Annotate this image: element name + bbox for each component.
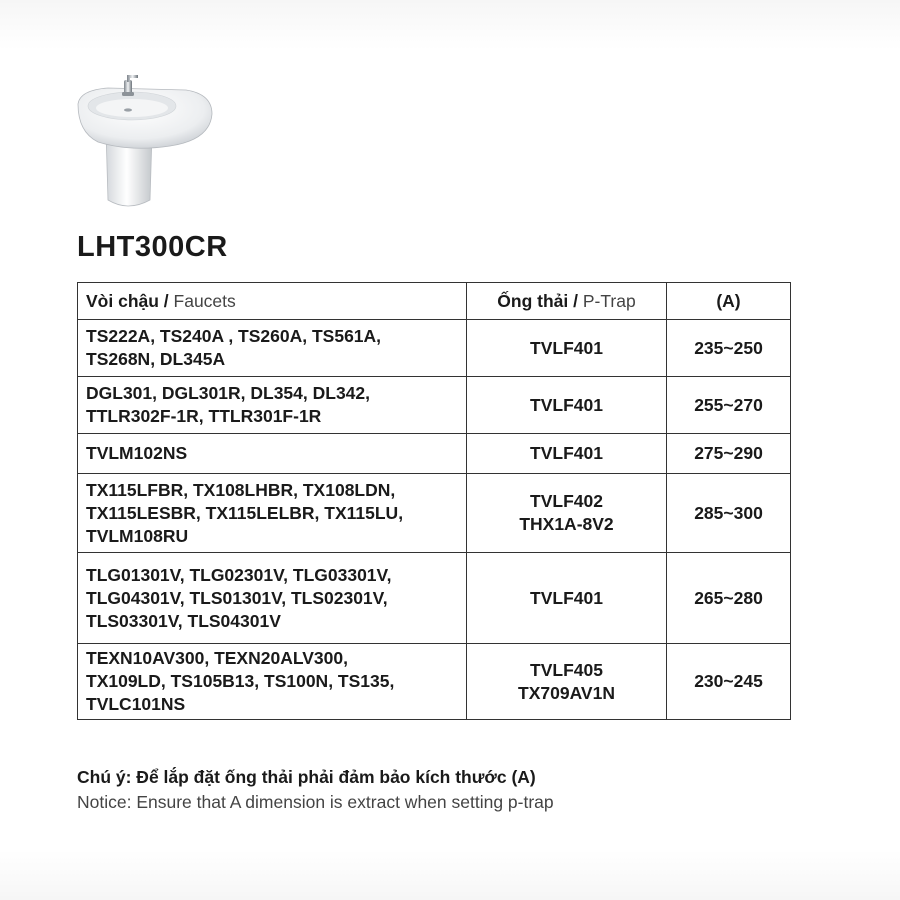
table-header-row (78, 283, 791, 320)
faucets-cell (78, 377, 467, 434)
dimension-cell: 255~270 (667, 377, 791, 434)
header-ptrap-en: P-Trap (582, 290, 636, 311)
product-code: LHT300CR (77, 231, 228, 263)
faucet-line: TLG01301V, TLG02301V, TLG03301V, (86, 564, 392, 585)
faucet-line: TVLC101NS (86, 694, 186, 714)
ptrap-cell (467, 644, 667, 720)
faucet-line: TTLR302F-1R, TTLR301F-1R (86, 406, 322, 426)
header-faucets (78, 283, 467, 320)
faucets-cell (78, 474, 467, 553)
compatibility-table (77, 282, 791, 720)
faucet-line: TVLM102NS (86, 443, 188, 463)
faucet-line: TX109LD, TS105B13, TS100N, TS135, (86, 671, 395, 691)
header-faucets-en: Faucets (173, 290, 236, 311)
ptrap-line: TVLF401 (530, 337, 603, 358)
faucet-line: TLS03301V, TLS04301V (86, 610, 281, 631)
top-band (0, 0, 900, 50)
faucet-line: TEXN10AV300, TEXN20ALV300, (86, 648, 348, 668)
faucet-line: TX115LFBR, TX108LHBR, TX108LDN, (86, 479, 396, 500)
faucets-cell (78, 434, 467, 474)
ptrap-cell (467, 320, 667, 377)
table-row (78, 320, 791, 377)
ptrap-line: TX709AV1N (518, 682, 615, 703)
notice-english: Notice: Ensure that A dimension is extract when setting p-trap (77, 792, 554, 812)
header-ptrap (467, 283, 667, 320)
dimension-cell: 265~280 (667, 553, 791, 644)
faucet-line: DGL301, DGL301R, DL354, DL342, (86, 383, 370, 403)
ptrap-line: TVLF401 (530, 394, 603, 415)
ptrap-cell (467, 377, 667, 434)
faucet-line: TLG04301V, TLS01301V, TLS02301V, (86, 587, 388, 608)
header-separator: / (158, 290, 174, 311)
table-row (78, 474, 791, 553)
notice-vietnamese: Chú ý: Để lắp đặt ống thải phải đảm bảo kích thước (A) (77, 767, 536, 787)
faucet-line: TX115LESBR, TX115LELBR, TX115LU, (86, 502, 404, 523)
faucets-cell (78, 644, 467, 720)
ptrap-line: TVLF402 (530, 491, 603, 511)
faucets-cell (78, 320, 467, 377)
header-faucets-vn: Vòi chậu (86, 290, 159, 311)
ptrap-cell (467, 434, 667, 474)
faucet-line: TVLM108RU (86, 525, 189, 546)
ptrap-line: TVLF405 (530, 659, 603, 680)
header-dimension: (A) (667, 283, 791, 320)
faucets-cell (78, 553, 467, 644)
dimension-cell: 235~250 (667, 320, 791, 377)
table-row (78, 434, 791, 474)
ptrap-cell (467, 474, 667, 553)
faucet-line: TS222A, TS240A , TS260A, TS561A, (86, 326, 382, 346)
faucet-line: TS268N, DL345A (86, 349, 226, 369)
bottom-band (0, 850, 900, 900)
table-row (78, 644, 791, 720)
header-separator: / (568, 290, 583, 311)
table-row (78, 553, 791, 644)
header-ptrap-vn: Ống thải (497, 290, 569, 311)
dimension-cell: 285~300 (667, 474, 791, 553)
installation-notice (77, 765, 554, 815)
dimension-cell: 230~245 (667, 644, 791, 720)
ptrap-line: TVLF401 (530, 587, 603, 608)
table-row (78, 377, 791, 434)
ptrap-line: THX1A-8V2 (519, 514, 614, 534)
ptrap-cell (467, 553, 667, 644)
dimension-cell: 275~290 (667, 434, 791, 474)
product-image (70, 62, 230, 222)
ptrap-line: TVLF401 (530, 443, 603, 463)
